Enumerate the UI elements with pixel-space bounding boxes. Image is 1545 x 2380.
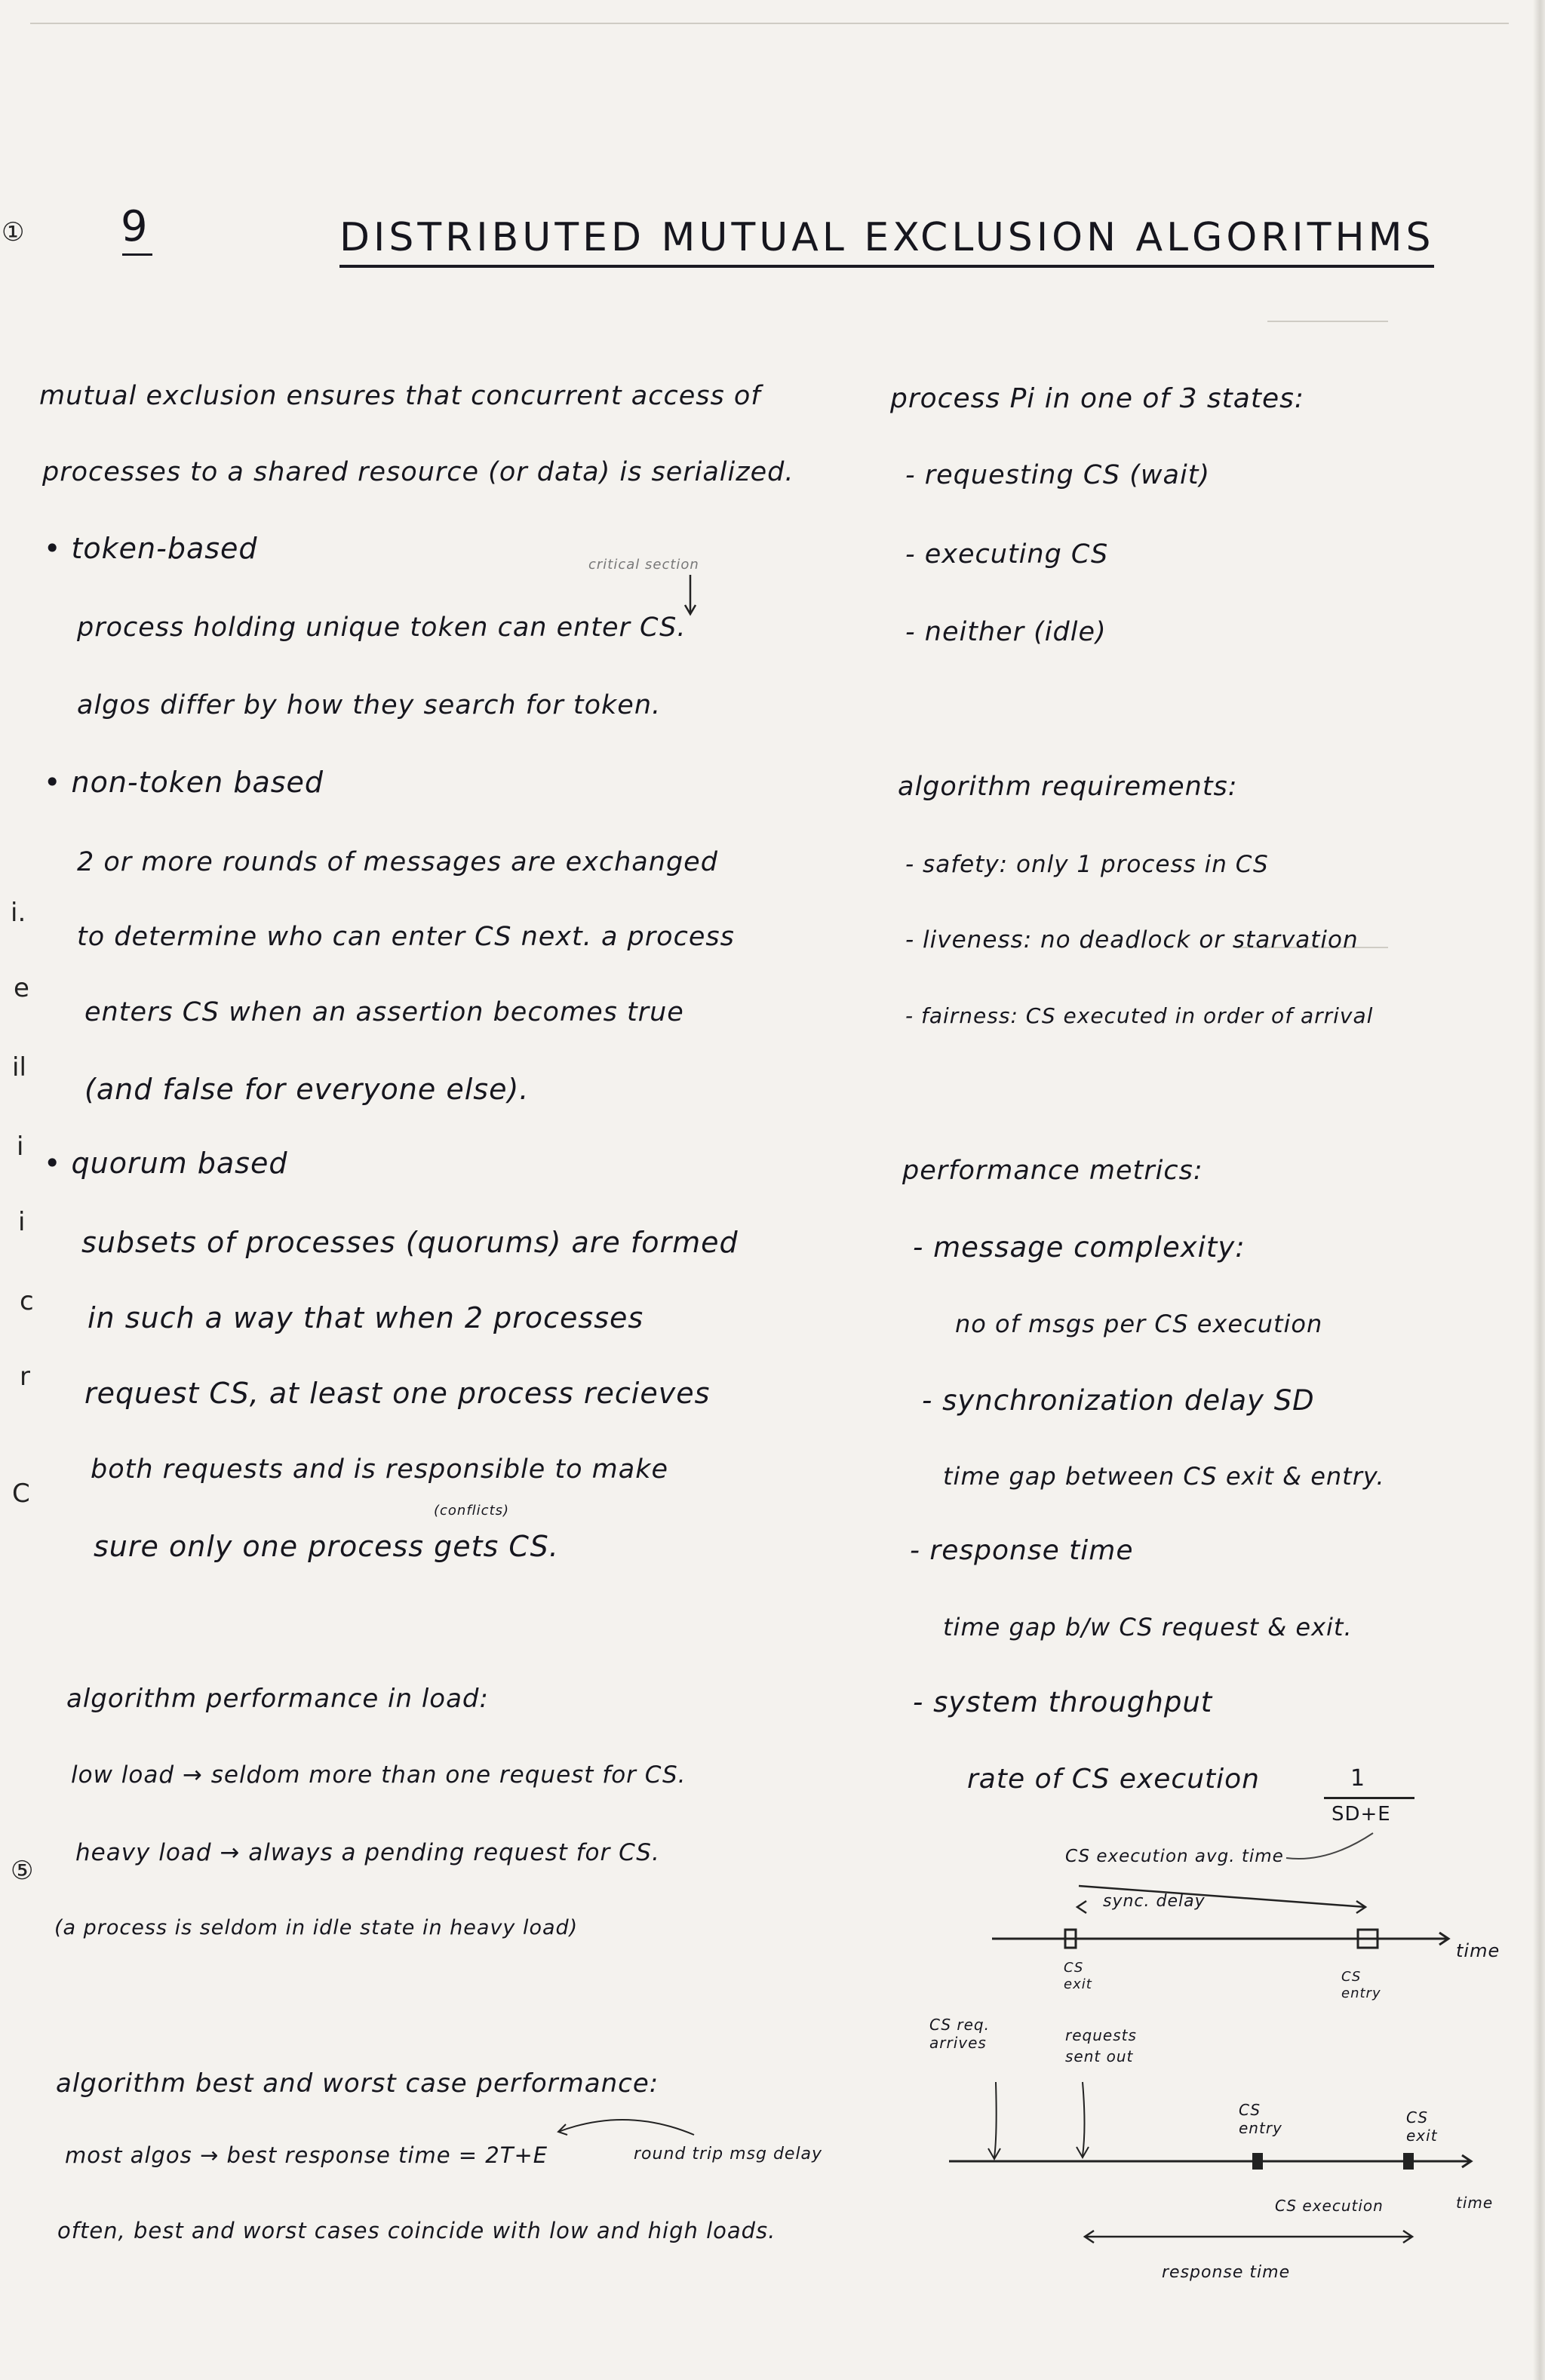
- quorum-line-1: subsets of processes (quorums) are formed: [81, 1226, 739, 1259]
- token-line-1: process holding unique token can enter CS.: [77, 613, 686, 643]
- heavy-load-line: heavy load → always a pending request for CS.: [75, 1839, 660, 1866]
- requirements-heading: algorithm requirements:: [898, 772, 1238, 802]
- metrics-heading: performance metrics:: [902, 1156, 1203, 1186]
- sync-delay-diagram: [981, 1886, 1509, 2022]
- cs-req-arrives-label: CS req. arrives: [929, 2016, 990, 2052]
- metric-sync-delay-desc: time gap between CS exit & entry.: [943, 1462, 1385, 1491]
- critical-section-note: critical section: [588, 557, 699, 573]
- margin-mark: e: [14, 973, 29, 1003]
- metric-throughput-desc: rate of CS execution: [967, 1764, 1260, 1795]
- metric-throughput: - system throughput: [913, 1686, 1213, 1718]
- margin-mark: i: [17, 1132, 24, 1162]
- quorum-line-3: request CS, at least one process recieves: [84, 1377, 711, 1410]
- best-worst-heading: algorithm best and worst case performance:: [56, 2068, 659, 2099]
- response-cs-exit-label: CS exit: [1406, 2108, 1438, 2145]
- intro-line-2: processes to a shared resource (or data) is serialized.: [42, 457, 794, 487]
- req-liveness: - liveness: no deadlock or starvation: [905, 926, 1359, 954]
- states-heading: process Pi in one of 3 states:: [890, 383, 1304, 414]
- response-time-diagram: [943, 2052, 1516, 2278]
- quorum-line-2: in such a way that when 2 processes: [88, 1301, 644, 1334]
- metric-response-time: - response time: [910, 1535, 1134, 1566]
- often-line: often, best and worst cases coincide with low and high loads.: [57, 2218, 776, 2243]
- page-number: 9: [121, 202, 148, 251]
- round-trip-arrow: [543, 2112, 709, 2142]
- cs-execution-label: CS execution: [1275, 2197, 1384, 2215]
- margin-mark: C: [12, 1479, 30, 1509]
- non-token-heading: • non-token based: [44, 766, 324, 799]
- margin-mark: i.: [11, 898, 26, 928]
- intro-line-1: mutual exclusion ensures that concurrent access of: [39, 381, 761, 411]
- throughput-fraction-denominator: SD+E: [1332, 1803, 1391, 1826]
- margin-mark: ①: [2, 217, 25, 247]
- non-token-line-3: enters CS when an assertion becomes true: [84, 997, 684, 1027]
- response-time-axis-label: time: [1456, 2194, 1494, 2212]
- requests-sent-out-label: requests sent out: [1065, 2026, 1137, 2065]
- page-title: DISTRIBUTED MUTUAL EXCLUSION ALGORITHMS: [339, 215, 1434, 268]
- sync-delay-label: sync. delay: [1103, 1892, 1206, 1911]
- margin-mark: i: [18, 1207, 26, 1237]
- cs-execution-avg-note: CS execution avg. time: [1065, 1847, 1284, 1866]
- low-load-line: low load → seldom more than one request for CS.: [71, 1761, 686, 1789]
- metric-message-complexity: - message complexity:: [913, 1231, 1246, 1264]
- round-trip-note: round trip msg delay: [634, 2145, 823, 2163]
- margin-mark: c: [20, 1286, 34, 1316]
- token-line-2: algos differ by how they search for token.: [77, 690, 662, 720]
- sync-cs-entry-label: CS entry: [1341, 1969, 1381, 2001]
- faint-rule: [1267, 321, 1388, 322]
- most-algos-line: most algos → best response time = 2T+E: [65, 2142, 548, 2168]
- state-executing: - executing CS: [905, 539, 1109, 570]
- req-fairness: - fairness: CS executed in order of arrival: [905, 1003, 1374, 1028]
- sync-time-label: time: [1456, 1940, 1500, 1961]
- heavy-load-note: (a process is seldom in idle state in heavy load): [54, 1916, 579, 1939]
- load-heading: algorithm performance in load:: [66, 1684, 489, 1714]
- non-token-line-2: to determine who can enter CS next. a process: [77, 922, 735, 952]
- quorum-line-5: sure only one process gets CS.: [94, 1530, 559, 1563]
- page-top-rule: [30, 23, 1509, 24]
- metric-message-complexity-desc: no of msgs per CS execution: [955, 1310, 1323, 1338]
- state-requesting: - requesting CS (wait): [905, 460, 1211, 490]
- metric-response-time-desc: time gap b/w CS request & exit.: [943, 1613, 1353, 1641]
- margin-mark: r: [20, 1362, 30, 1392]
- metric-sync-delay: - synchronization delay SD: [922, 1384, 1315, 1417]
- response-time-label: response time: [1162, 2263, 1291, 2282]
- quorum-heading: • quorum based: [44, 1147, 288, 1180]
- conflicts-note: (conflicts): [434, 1503, 510, 1519]
- req-safety: - safety: only 1 process in CS: [905, 851, 1269, 878]
- state-idle: - neither (idle): [905, 617, 1107, 647]
- throughput-fraction-numerator: 1: [1350, 1765, 1366, 1792]
- response-cs-entry-label: CS entry: [1239, 2101, 1282, 2137]
- quorum-line-4: both requests and is responsible to make: [91, 1454, 669, 1485]
- margin-mark: ⑤: [11, 1856, 34, 1886]
- non-token-line-4: (and false for everyone else).: [84, 1073, 530, 1106]
- avg-note-connector: [1282, 1829, 1388, 1859]
- token-based-heading: • token-based: [44, 532, 258, 565]
- sync-cs-exit-label: CS exit: [1064, 1960, 1092, 1992]
- margin-mark: il: [12, 1052, 26, 1083]
- page-edge-shadow: [1533, 0, 1545, 2380]
- non-token-line-1: 2 or more rounds of messages are exchanged: [77, 847, 718, 877]
- throughput-fraction-bar: [1324, 1797, 1414, 1799]
